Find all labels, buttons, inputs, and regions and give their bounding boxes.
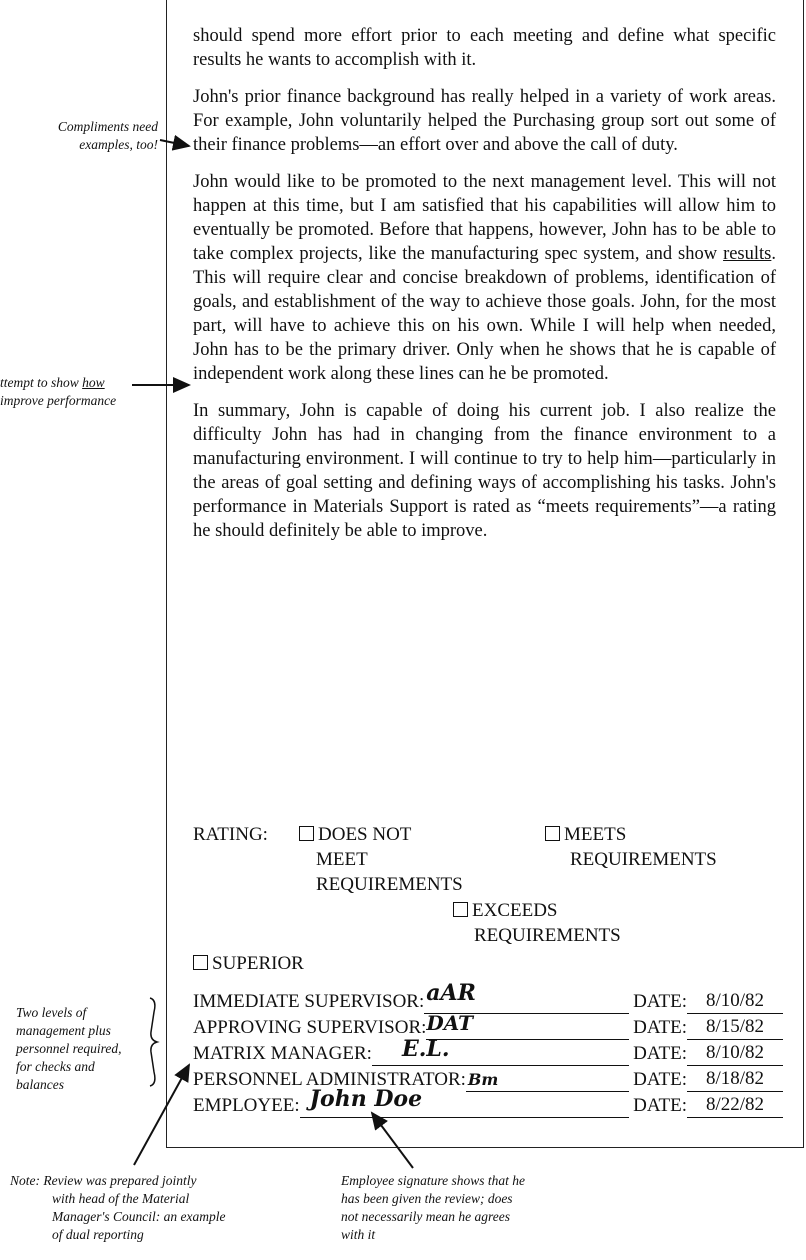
date-value: 8/10/82 (687, 988, 783, 1014)
rating-label: RATING: (193, 824, 268, 845)
signature-row-matrix: MATRIX MANAGER: E.L. DATE: 8/10/82 (193, 1040, 783, 1066)
note-attempt-improve: ttempt to show how improve performance (0, 375, 117, 408)
signature-row-employee: EMPLOYEE: John Doe DATE: 8/22/82 (193, 1092, 783, 1118)
paragraph-promotion: John would like to be promoted to the next management level. This will not happen at this time, but I am satisfied that his capabilities will allow him to eventually be promoted. Before that happens, however, John has to be able to take complex projects, like the manufacturing spec system, and show results. This will require clear and concise breakdown of problems, identification of goals, and establishment of the way to achieve those goals. John, for the most part, will have to achieve this on his own. While I will help when needed, John has to be the primary driver. Only when he shows that he is capable of independent work along these lines can he be promoted. (193, 172, 776, 384)
signature-row-immediate: IMMEDIATE SUPERVISOR: aAR DATE: 8/10/82 (193, 988, 783, 1014)
rating-does-not-meet: DOES NOT MEET REQUIREMENTS (299, 822, 463, 897)
paragraph-meeting-effort: should spend more effort prior to each meeting and define what specific results he wants to accomplish with it. (193, 26, 776, 70)
date-value: 8/22/82 (687, 1092, 783, 1118)
signature-initials: Bm (467, 1070, 499, 1089)
note-employee-signature: Employee signature shows that he has been given the review; does not necessarily mean he agrees with it (341, 1173, 525, 1242)
arrow-dual-reporting-icon (134, 1065, 189, 1165)
note-dual-reporting: Note: Review was prepared jointly with head of the Material Manager's Council: an example of dual reporting (10, 1173, 226, 1242)
underlined-results: results (723, 244, 772, 264)
rating-exceeds: EXCEEDS REQUIREMENTS (453, 898, 621, 948)
date-value: 8/18/82 (687, 1066, 783, 1092)
note-two-levels: Two levels of management plus personnel required, for checks and balances (16, 1005, 122, 1092)
paragraph-finance-background: John's prior finance background has really helped in a variety of work areas. For example, John voluntarily helped the Purchasing group sort out some of their finance problems—an effort over and above the call of duty. (193, 87, 776, 155)
arrow-employee-icon (372, 1113, 413, 1168)
signature-initials: DAT (426, 1011, 474, 1035)
signature-initials: aAR (426, 980, 476, 1006)
signature-row-personnel: PERSONNEL ADMINISTRATOR: Bm DATE: 8/18/82 (193, 1066, 783, 1092)
signature-initials: John Doe (309, 1086, 423, 1112)
rating-superior: SUPERIOR (193, 951, 304, 976)
paragraph-summary: In summary, John is capable of doing his current job. I also realize the difficulty John has had in changing from the finance environment to a manufacturing environment. I will continue to try to help him—particularly in the areas of goal setting and defining ways of accomplishing his tasks. John's performance in Materials Support is rated as “meets requirements”—a rating he should definitely be able to improve. (193, 401, 776, 541)
brace-icon (150, 998, 157, 1086)
note-compliments: Compliments need examples, too! (57, 119, 158, 152)
signature-initials: E.L. (401, 1036, 450, 1062)
date-value: 8/10/82 (687, 1040, 783, 1066)
date-value: 8/15/82 (687, 1014, 783, 1040)
signature-row-approving: APPROVING SUPERVISOR: DAT DATE: 8/15/82 (193, 1014, 783, 1040)
rating-meets: MEETS REQUIREMENTS (545, 822, 717, 872)
arrow-compliments-icon (160, 140, 189, 146)
